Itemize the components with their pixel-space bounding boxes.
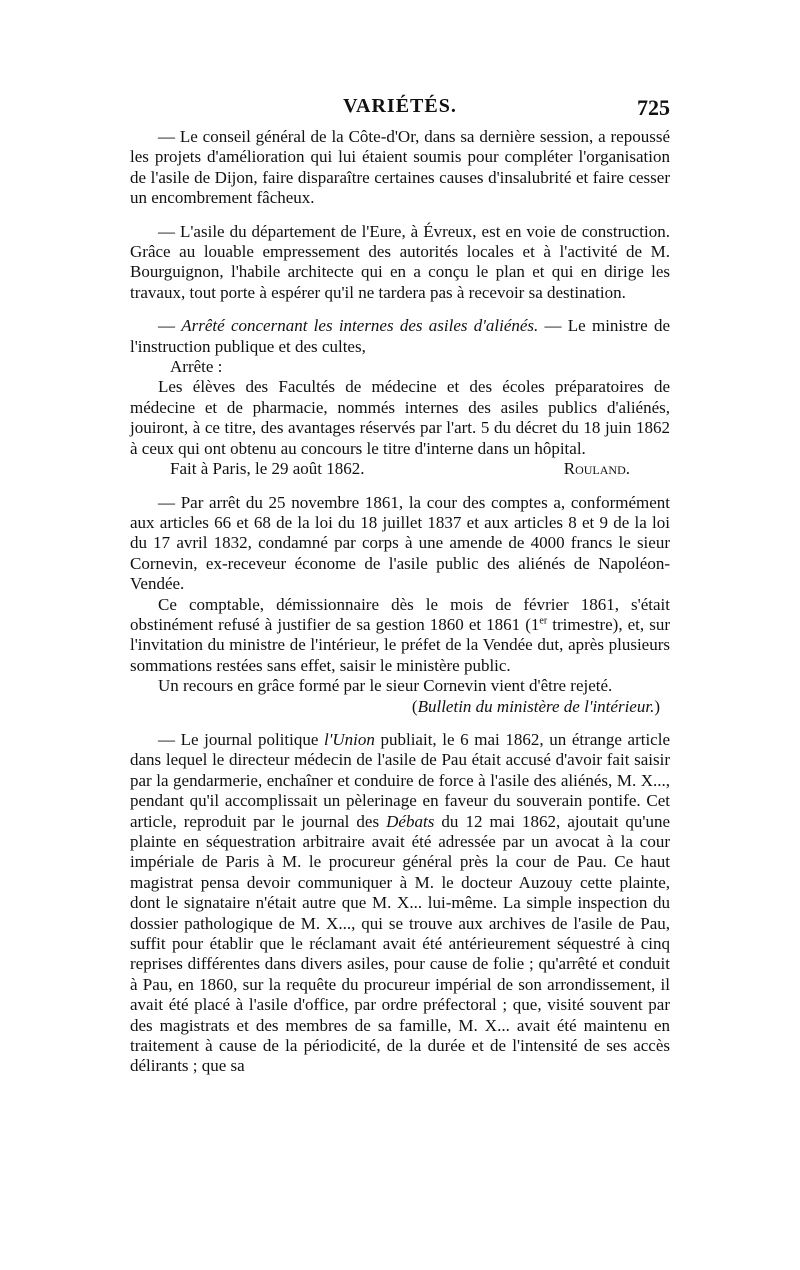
em-dash: — xyxy=(158,316,182,336)
arrete-intro: — Le ministre de l'instruction publique et des cultes, xyxy=(130,316,670,356)
newspaper-debats: Débats xyxy=(386,811,435,831)
paragraph-arrete-body: Les élèves des Facultés de médecine et des écoles préparatoires de médecine et de pharmacie, nommés internes des asiles publics d'aliénés, jouiront, à ce titre, des avantages réservés par l'art. 5 du décret du 18 juin 1862 à ceux qui ont obtenu au concours le titre d'interne dans un hôpital. xyxy=(130,377,670,458)
running-head: VARIÉTÉS. xyxy=(343,95,457,117)
paragraph-arrete-heading xyxy=(130,316,670,357)
attribution-title: Bulletin du ministère de l'intérieur. xyxy=(417,696,655,716)
paragraph-cour-des-comptes: — Par arrêt du 25 novembre 1861, la cour des comptes a, conformément aux articles 66 et 68 de la loi du 18 juillet 1837 et aux articles 8 et 9 de la loi du 17 avril 1832, condamné par corps à une amende de 4000 francs le sieur Cornevin, ex-receveur économe de l'asile public des aliénés de Napoléon-Vendée. xyxy=(130,492,670,594)
page-number: 725 xyxy=(637,95,670,120)
signature-name: Rouland. xyxy=(563,459,630,479)
signature-place-date: Fait à Paris, le 29 août 1862. xyxy=(170,459,365,479)
signature-line xyxy=(130,459,670,479)
page-body xyxy=(130,127,670,1077)
newspaper-union: l'Union xyxy=(324,729,375,749)
paragraph-journal-union: — Le journal politique l'Union publiait, le 6 mai 1862, un étrange article dans lequel le directeur médecin de l'asile de Pau était accusé d'avoir fait saisir par la gendarmerie, enchaîner et conduire de force à l'asile des aliénés, M. X..., pendant qu'il accomplissait un pèlerinage en faveur du souverain pontife. Cet article, reproduit par le journal des Débats du 12 mai 1862, ajoutait qu'une plainte en séquestration arbitraire avait été adressée par un avocat à la cour impériale de Paris à M. le procureur général près la cour de Pau. Ce haut magistrat pensa devoir communiquer à M. le docteur Auzouy cette plainte, dont le signataire n'était autre que M. X... lui-même. La simple inspection du dossier pathologique de M. X..., qui se trouve aux archives de l'asile de Pau, suffit pour établir que le réclamant avait été antérieurement séquestré à cinq reprises différentes dans divers asiles, pour cause de folie ; qu'arrêté et conduit à Pau, en 1860, sur la requête du procureur impérial de son arrondissement, il avait été placé à l'asile d'office, par ordre préfectoral ; que, visité souvent par des magistrats et des membres de sa famille, M. X... avait été maintenu en traitement à cause de la périodicité, de la durée et de l'intensité de ses accès délirants ; que sa xyxy=(130,729,670,1076)
source-attribution: (Bulletin du ministère de l'intérieur.) xyxy=(411,696,660,716)
arrete-title: Arrêté concernant les internes des asiles d'aliénés. xyxy=(181,316,539,336)
page-header xyxy=(130,95,670,121)
paragraph-comptable: Ce comptable, démissionnaire dès le mois de février 1861, s'était obstinément refusé à justifier de sa gestion 1860 et 1861 (1er trimestre), et, sur l'invitation du ministre de l'intérieur, le préfet de la Vendée dut, après plusieurs sommations restées sans effet, saisir le ministère public. xyxy=(130,594,670,675)
paragraph-asile-eure: — L'asile du département de l'Eure, à Évreux, est en voie de construction. Grâce au louable empressement des autorités locales et à l'activité de M. Bourguignon, l'habile architecte qui en a conçu le plan et qui en dirige les travaux, tout porte à espérer qu'il ne tardera pas à recevoir sa destination. xyxy=(130,221,670,302)
paragraph-cote-dor: — Le conseil général de la Côte-d'Or, dans sa dernière session, a repoussé les projets d'amélioration qui lui étaient soumis pour compléter l'organisation de l'asile de Dijon, faire disparaître certaines causes d'insalubrité et faire cesser un encombrement fâcheux. xyxy=(130,127,670,208)
superscript-er: er xyxy=(539,615,548,627)
arrete-word: Arrête : xyxy=(170,357,223,377)
paragraph-recours: Un recours en grâce formé par le sieur Cornevin vient d'être rejeté. xyxy=(158,676,613,696)
